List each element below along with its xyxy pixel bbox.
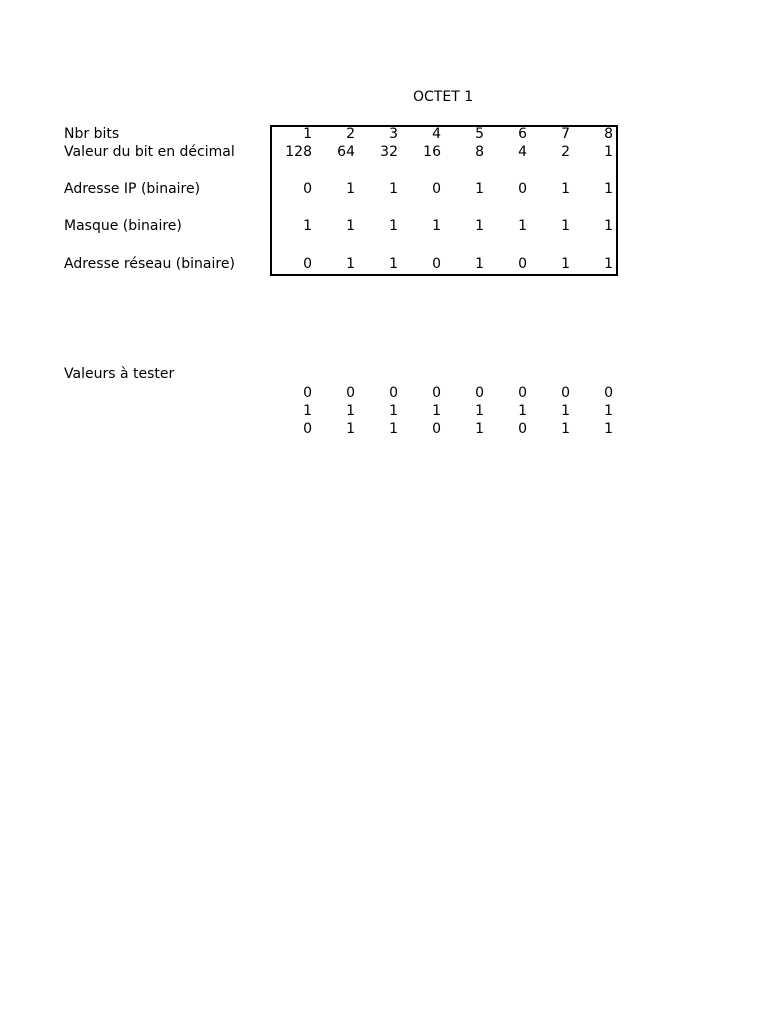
row-label-bit-value: Valeur du bit en décimal: [64, 144, 235, 160]
bit-cell: 0: [561, 385, 570, 401]
row-label-network-address: Adresse réseau (binaire): [64, 256, 235, 272]
octet-title: OCTET 1: [413, 89, 474, 105]
row-label-nbr-bits: Nbr bits: [64, 126, 120, 142]
bit-cell: 4: [432, 126, 441, 142]
bit-cell: 1: [475, 218, 484, 234]
bit-cell: 2: [346, 126, 355, 142]
bit-cell: 0: [604, 385, 613, 401]
test-row-3: [270, 421, 614, 437]
bit-cell: 1: [389, 181, 398, 197]
bit-cell: 16: [423, 144, 441, 160]
bit-cell: 6: [518, 126, 527, 142]
bit-cell: 1: [432, 403, 441, 419]
bit-cell: 1: [604, 403, 613, 419]
bit-cell: 64: [337, 144, 355, 160]
bit-cell: 32: [380, 144, 398, 160]
bit-cell: 1: [561, 256, 570, 272]
bit-cell: 1: [561, 181, 570, 197]
bit-cell: 1: [475, 181, 484, 197]
bit-cell: 0: [475, 385, 484, 401]
bit-cell: 1: [604, 144, 613, 160]
bit-cell: 1: [346, 218, 355, 234]
bit-cell: 1: [475, 421, 484, 437]
bit-cell: 128: [285, 144, 312, 160]
row-network-address: [270, 256, 614, 272]
bit-cell: 3: [389, 126, 398, 142]
bit-cell: 8: [604, 126, 613, 142]
test-row-1: [270, 385, 614, 401]
bit-cell: 1: [303, 218, 312, 234]
bit-cell: 1: [475, 256, 484, 272]
bit-cell: 1: [389, 218, 398, 234]
bit-cell: 0: [518, 421, 527, 437]
bit-cell: 0: [518, 256, 527, 272]
bit-cell: 1: [604, 181, 613, 197]
bit-cell: 1: [475, 403, 484, 419]
bit-cell: 1: [518, 218, 527, 234]
bit-cell: 1: [604, 256, 613, 272]
bit-cell: 1: [389, 403, 398, 419]
row-nbr-bits: [270, 126, 614, 142]
row-bit-value: [270, 144, 614, 160]
bit-cell: 1: [346, 403, 355, 419]
bit-cell: 8: [475, 144, 484, 160]
bit-cell: 1: [346, 421, 355, 437]
bit-cell: 5: [475, 126, 484, 142]
bit-cell: 0: [303, 256, 312, 272]
bit-cell: 0: [432, 256, 441, 272]
bit-cell: 1: [389, 421, 398, 437]
bit-cell: 0: [303, 181, 312, 197]
bit-cell: 0: [303, 421, 312, 437]
row-label-ip-address: Adresse IP (binaire): [64, 181, 201, 197]
row-mask: [270, 218, 614, 234]
bit-cell: 7: [561, 126, 570, 142]
bit-cell: 0: [346, 385, 355, 401]
bit-cell: 1: [303, 403, 312, 419]
bit-cell: 1: [346, 256, 355, 272]
bit-cell: 1: [604, 218, 613, 234]
bit-cell: 0: [389, 385, 398, 401]
row-ip-address: [270, 181, 614, 197]
bit-cell: 1: [561, 218, 570, 234]
bit-cell: 0: [518, 385, 527, 401]
bit-cell: 1: [604, 421, 613, 437]
bit-cell: 1: [561, 421, 570, 437]
test-row-2: [270, 403, 614, 419]
bit-cell: 0: [432, 385, 441, 401]
bit-cell: 1: [303, 126, 312, 142]
bit-cell: 4: [518, 144, 527, 160]
bit-cell: 1: [432, 218, 441, 234]
test-values-label: Valeurs à tester: [64, 366, 175, 382]
bit-cell: 1: [389, 256, 398, 272]
row-label-mask: Masque (binaire): [64, 218, 182, 234]
bit-cell: 0: [432, 421, 441, 437]
bit-cell: 1: [518, 403, 527, 419]
bit-cell: 1: [561, 403, 570, 419]
bit-cell: 0: [518, 181, 527, 197]
bit-cell: 2: [561, 144, 570, 160]
bit-cell: 0: [303, 385, 312, 401]
bit-cell: 1: [346, 181, 355, 197]
bit-cell: 0: [432, 181, 441, 197]
